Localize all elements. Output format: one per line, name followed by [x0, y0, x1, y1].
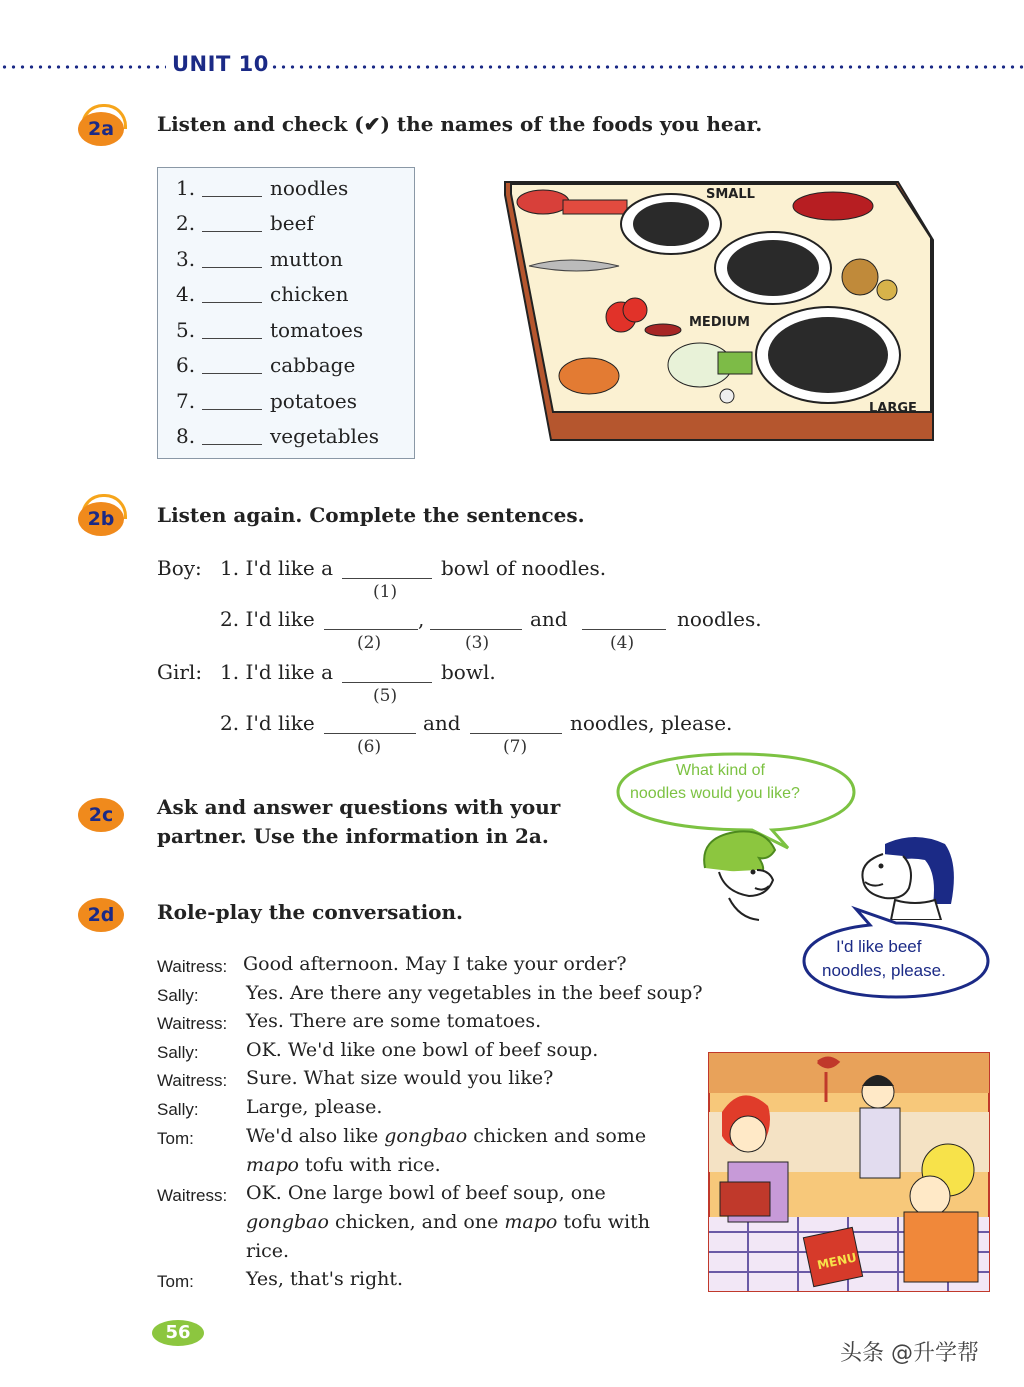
speaker-label: Waitress: — [157, 1071, 228, 1090]
instruction-2a: Listen and check (✔) the names of the foods you hear. — [157, 112, 763, 136]
answer-blank[interactable] — [202, 355, 262, 374]
size-label-large: LARGE — [869, 401, 917, 416]
dialogue-line: OK. We'd like one bowl of beef soup. — [246, 1039, 599, 1061]
unit-title: UNIT 10 — [172, 52, 269, 76]
blank-number-4: (4) — [610, 633, 635, 653]
dialogue-line: Sure. What size would you like? — [246, 1067, 554, 1089]
section-badge-2b: 2b — [78, 502, 124, 536]
girl-sentence-2-and: and — [423, 711, 461, 735]
list-item: 8. vegetables — [176, 424, 380, 448]
girl-sentence-2-start: 2. I'd like — [220, 711, 315, 735]
boy-sentence-2-start: 2. I'd like — [220, 607, 315, 631]
boy-sentence-2-comma: , — [418, 607, 425, 631]
answer-blank[interactable] — [202, 178, 262, 197]
blank-number-7: (7) — [503, 737, 528, 757]
dialogue-line: Yes, that's right. — [246, 1268, 404, 1290]
answer-blank-2[interactable] — [324, 628, 418, 630]
speaker-label: Sally: — [157, 1100, 199, 1119]
list-item: 2. beef — [176, 211, 314, 235]
answer-blank-7[interactable] — [470, 732, 562, 734]
boy-cartoon — [695, 828, 785, 924]
list-item: 4. chicken — [176, 282, 349, 306]
answer-blank[interactable] — [202, 284, 262, 303]
answer-blank-1[interactable] — [342, 577, 432, 579]
dialogue-line: Good afternoon. May I take your order? — [243, 953, 627, 975]
dialogue-line: We'd also like gongbao chicken and some — [246, 1125, 647, 1147]
boy-sentence-1-start: 1. I'd like a — [220, 556, 334, 580]
list-item: 6. cabbage — [176, 353, 356, 377]
speaker-label: Tom: — [157, 1129, 194, 1148]
dialogue-line: mapo tofu with rice. — [246, 1154, 441, 1176]
instruction-2c-line2: partner. Use the information in 2a. — [157, 824, 549, 848]
list-item: 1. noodles — [176, 176, 349, 200]
speaker-label: Sally: — [157, 986, 199, 1005]
size-label-small: SMALL — [706, 187, 755, 202]
list-item: 5. tomatoes — [176, 318, 364, 342]
answer-blank[interactable] — [202, 320, 262, 339]
speaker-boy: Boy: — [157, 556, 202, 580]
answer-blank[interactable] — [202, 391, 262, 410]
answer-blank[interactable] — [202, 213, 262, 232]
list-item: 3. mutton — [176, 247, 343, 271]
answer-blank-6[interactable] — [324, 732, 416, 734]
dialogue-line: Large, please. — [246, 1096, 383, 1118]
boy-sentence-2-and: and — [530, 607, 568, 631]
bubble-question-line2: noodles would you like? — [630, 785, 800, 802]
blank-number-2: (2) — [357, 633, 382, 653]
section-badge-2d: 2d — [78, 898, 124, 932]
watermark: 头条 @升学帮 — [840, 1341, 979, 1366]
speaker-label: Waitress: — [157, 1186, 228, 1205]
blank-number-5: (5) — [373, 686, 398, 706]
instruction-2b: Listen again. Complete the sentences. — [157, 503, 585, 527]
boy-sentence-1-end: bowl of noodles. — [441, 556, 607, 580]
answer-blank-3[interactable] — [430, 628, 522, 630]
menu-cover-text: MENU — [815, 1250, 858, 1273]
restaurant-illustration — [708, 1052, 990, 1292]
blank-number-6: (6) — [357, 737, 382, 757]
answer-blank[interactable] — [202, 249, 262, 268]
speaker-label: Waitress: — [157, 957, 228, 976]
list-item: 7. potatoes — [176, 389, 357, 413]
speaker-label: Waitress: — [157, 1014, 228, 1033]
speaker-label: Sally: — [157, 1043, 199, 1062]
food-table-illustration — [503, 180, 935, 442]
food-checklist — [157, 167, 415, 459]
blank-number-3: (3) — [465, 633, 490, 653]
speaker-girl: Girl: — [157, 660, 203, 684]
blank-number-1: (1) — [373, 582, 398, 602]
dialogue-line: Yes. There are some tomatoes. — [246, 1010, 542, 1032]
bubble-answer-line1: I'd like beef — [836, 937, 922, 956]
section-badge-2c: 2c — [78, 798, 124, 832]
dialogue-line: OK. One large bowl of beef soup, one — [246, 1182, 606, 1204]
dialogue-line: rice. — [246, 1240, 290, 1262]
size-label-medium: MEDIUM — [689, 315, 750, 330]
bubble-question-line1: What kind of — [676, 762, 765, 779]
instruction-2d: Role-play the conversation. — [157, 900, 464, 924]
girl-sentence-1-end: bowl. — [441, 660, 496, 684]
answer-blank[interactable] — [202, 426, 262, 445]
boy-sentence-2-end: noodles. — [677, 607, 762, 631]
header-dots-left — [0, 64, 166, 70]
dialogue-line: gongbao chicken, and one mapo tofu with — [246, 1211, 650, 1233]
dialogue-line: Yes. Are there any vegetables in the beef soup? — [246, 982, 703, 1004]
page-number: 56 — [152, 1320, 204, 1346]
girl-sentence-2-end: noodles, please. — [570, 711, 733, 735]
section-badge-2a: 2a — [78, 112, 124, 146]
speaker-label: Tom: — [157, 1272, 194, 1291]
girl-sentence-1-start: 1. I'd like a — [220, 660, 334, 684]
bubble-answer-line2: noodles, please. — [822, 961, 946, 980]
answer-blank-5[interactable] — [342, 681, 432, 683]
instruction-2c-line1: Ask and answer questions with your — [157, 795, 561, 819]
header-dots-right — [270, 64, 1024, 70]
answer-blank-4[interactable] — [582, 628, 666, 630]
